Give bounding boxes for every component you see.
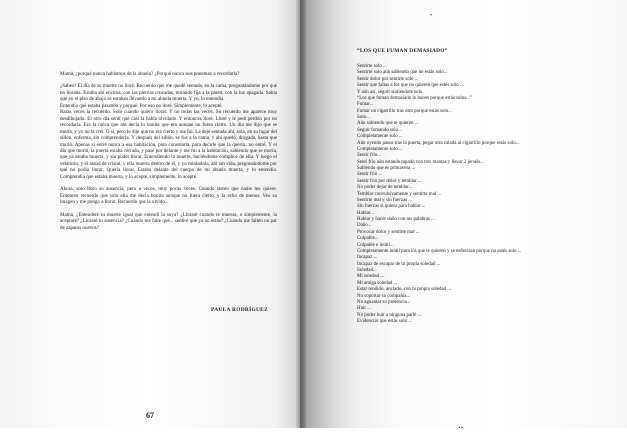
poem-line: Sentirte solo aún sabiendo que no estás solo... [357,70,448,76]
poem-line: “Los que fuman demasiado lo hacen porque estás solos...” [357,95,473,101]
poem-line: Completamente inútil para los que te quieren y se esfuerzan porque no estés solo ... [357,248,522,254]
story-paragraph: Ahora, solo lloro su ausencia, pero a veces, muy pocas veces. Cuando siento que nadie me quiere. Entonces recuerdo que solo ella me decía bonita aunque no fuera cierto, y la echo de menos. Veo su imagen y me pongo a llorar. Recuerdo que la olvido... [60,186,277,206]
poem-line: Fumar... [357,102,374,108]
story-paragraph: ¿Sabes? El día de su muerte no lloré. Recuerdo que me quedé sentada, en la cama, preguntándome por qué no lloraba. Estaba ahí encima, con las piernas cruzadas, mirando fija a la pared, con la luz apagada. Sabía que en el piso de abajo se estaban llevando a mi abuela muerta. Y yo, lo entendía. [60,83,277,103]
book-gutter [296,0,306,428]
story-paragraph: Raras veces la recuerdo. Solo cuando quiero llorar. Y no todas las veces. Su recuerdo me aparece muy desdibujado. El otro día sentí que casi la había olvidado. Y entonces lloré. Lloré y le pedí perdón por no recordarla. Era la única que me decía lo bonita que era aunque no fuera cierto. Un día me dijo que se moría, y yo no la creí. O sí, pero le dije que no era cierto y me fui. La dejé sentada ahí, sola, en su lugar del sillón, enferma, sin comprenderla. Y después del sillón, se fue a la cama, y ahí quedó, drogada, hasta que murió. Apenas si entré nunca a esa habitación, para consolarla, para decirle que la quería...no entré. Y el día que murió, la puerta estaba cerrada, y pasé por delante y me fui a la habitación, sabiendo que se moría, que ya estaba muerta, y sin poder llorar. Entendiendo la muerte, haciéndome cómplice de ella. Y luego el velatorio, y el ataúd de cristal, y ella muerta dentro de él, y yo mirándola, ahí sin vida, preguntándome por qué no podía llorar. Quería llorar. Estaba delante del cuerpo de mi abuela muerta, y lo entendía. Comprendía que estaba muerta, y lo acepté, simplemente, lo acepté. [60,109,277,180]
poem-line: Culpable e inútil... [357,242,394,248]
poem-line: Hablar y hacer daño con tus palabras ... [357,217,435,222]
page-number-left: 67 [146,411,154,420]
poem-line: Sentir dolor por sentirte solo ... [357,76,419,82]
poem-line: Evidenciar que estás solo ... [357,319,412,324]
poem-line: Sabiendo que es primavera ... [357,166,416,171]
story-paragraph: Entendía qué estaba pasando y porqué. Por eso no lloré. Simplemente, lo acepté. [60,102,223,109]
poem-line: Seguir fumando solo... [357,127,402,133]
poem-line: Culpable... [357,236,379,242]
poem-line: Sin fuerzas si quiera para hablar ... [357,204,426,210]
poem-line: No poder huir a ninguna parte ... [357,312,422,318]
poem-line: Soledad... [357,268,377,273]
poem-line: Estar rendido, anclado, con tu propia soledad ... [357,287,452,293]
poem-line: No poder dejar de temblar... [357,185,413,191]
poem-line: Aún oyendo pasos tras la puerta, pegar otra calada al cigarrillo porque estás solo... [357,140,520,146]
poem-line: Hablar... [357,210,374,216]
poem-line: No soportar su compañía... [357,293,411,299]
poem-line: Y aún así, seguir sintiéndote solo. [357,89,424,95]
poem-line: Sentir frío... [357,153,381,159]
print-mark: • [430,13,433,19]
poem-line: Daño... [357,223,372,229]
page-number-right-cutoff: ·· [458,423,464,432]
poem-line: Provocar dolor y sentirte mal ... [357,229,420,235]
story-paragraph: Mamá, ¿Entenderé tu muerte igual que entendí la suya? ¿Lloraré cuando te mueras, o simplemente, la aceptaré? ¿Lloraré tu ausencia? ¿Cuándo me falte qué... sentiré que ya no estás? ¿Cuándo me falten un par de zapatos nuevos? [60,211,277,231]
poem-line: Incapaz de escapar de tu propia soledad ... [357,261,441,267]
author-name: PAULA RODRÍGUEZ [211,307,268,313]
poem-line: Sentir frío por dolor y temblar ... [357,178,422,184]
poem-line: Mi amiga soledad ... [357,280,398,286]
poem-line: Mi soledad ... [357,274,385,280]
poem-line: Temblar convulsivamente y sentirte mal ... [357,191,442,197]
poem-line: Sentirte mal y sin fuerzas ... [357,197,413,203]
poem-line: No aguantar su presencia... [357,299,411,305]
poem-line: Sentir frío ... [357,172,383,178]
poem-line: Huir ... [357,306,371,312]
poem-line: Aún sabiendo que te quieren ... [357,121,419,127]
poem-line: Fumar un cigarrillo tras otro porque estás solo... [357,108,452,114]
poem-line: Completamente solo ... [357,134,403,140]
poem-line: Sentirte solo ... [357,64,387,69]
story-text [60,71,277,237]
poem-line: Completamente solo ... [357,146,403,152]
poem-text [357,64,597,325]
poem-line: Sentir que faltas a los que no quieren que estés solo ... [357,83,464,89]
story-paragraph: Mamá, ¿porqué nunca hablamos de la abuela? ¿Porqué nunca nos ponemos a recordarla? [60,71,240,77]
poem-line: Sentí frío aún estando tapado con tres mantas y llevar 2 jerséis... [357,159,484,165]
poem-line: Incapaz ... [357,255,378,261]
poem-line: Solo... [357,115,370,120]
poem-title: “LOS QUE FUMAN DEMASIADO” [357,48,448,54]
